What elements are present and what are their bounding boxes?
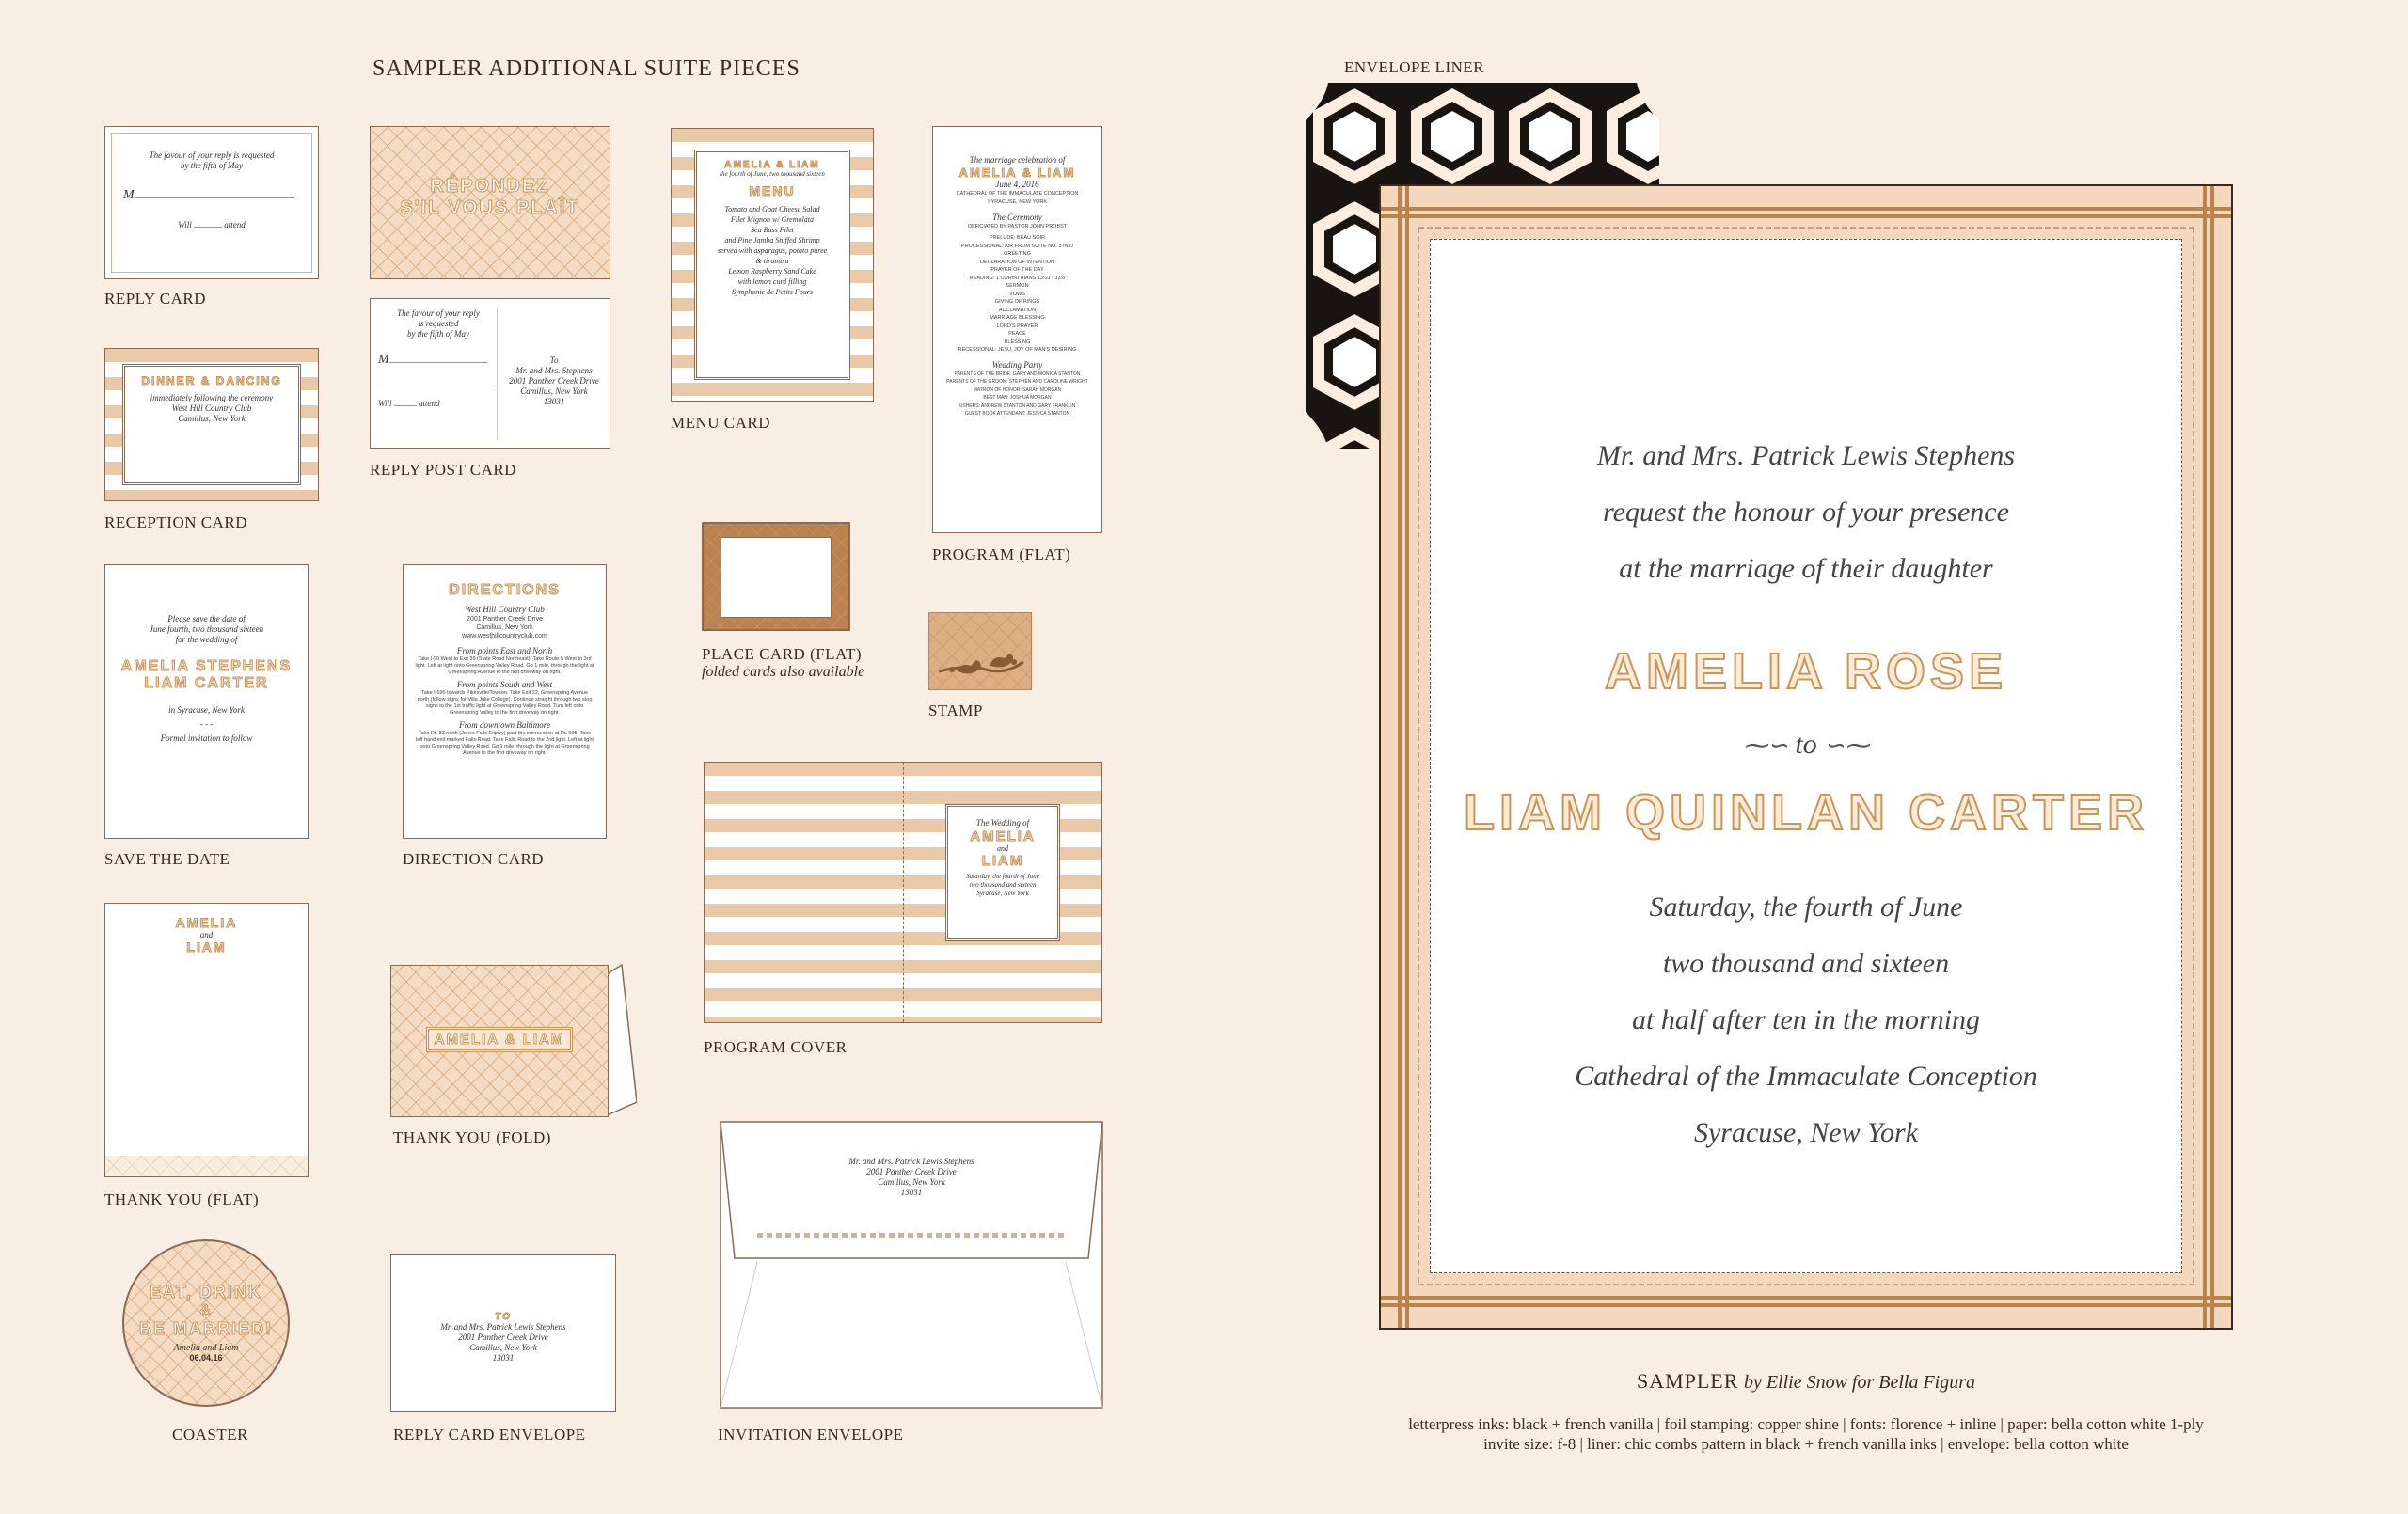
rce-addr2: 2001 Panther Creek Drive [458, 1333, 548, 1342]
inv-line7: Cathedral of the Immaculate Conception [1575, 1061, 2037, 1092]
reply-card-m: M [123, 188, 135, 202]
program-party-item: PARENTS OF THE GROOM: STEPHEN AND CAROLINE WRIGHT [946, 379, 1088, 385]
footer-specs1: letterpress inks: black + french vanilla | foil stamping: copper shine | fonts: florence + inline | paper: bella cotton white 1-ply [1408, 1415, 2204, 1433]
program-order-item: ACCLAMATION [998, 307, 1037, 313]
reply-card-will: Will [178, 220, 192, 229]
dir-p3: Take Rt. 83 north (Jones Falls Expwy) past the intersection at Rt. 695. Take left hand exit marked Falls Road. Take Falls Road to the 2nd light. Left at light onto Greenspring Valley Road. Go 1 mile, through the light at Greenspring Avenue to the first driveway on right. [416, 731, 594, 756]
rsvp-line1: RÉPONDEZ [430, 176, 550, 197]
program-cover-panel [945, 804, 1060, 941]
pf-ceremony-heading: The Ceremony [992, 213, 1042, 222]
program-party-item: GUEST BOOK ATTENDANT: JESSICA STANTON [964, 411, 1070, 417]
pf-date: June 4, 2016 [995, 180, 1039, 189]
menu-item: and Pine Jamba Stuffed Shrimp [724, 236, 820, 244]
reply-card-attend: attend [224, 220, 246, 229]
pc-line3: two thousand and sixteen [969, 881, 1037, 889]
birds-on-branch-icon [929, 613, 1031, 689]
menu-items-list [701, 204, 844, 297]
program-order-item: GIVING OF RINGS [994, 299, 1040, 305]
dir-venue: West Hill Country Club [465, 605, 545, 614]
place-card-label: PLACE CARD (FLAT) [702, 645, 863, 663]
tyf-border-pattern [105, 1156, 308, 1176]
thank-you-flat-card [104, 903, 309, 1177]
footer-title-row [1298, 1369, 2314, 1394]
menu-item: served with asparagus, potato puree [717, 246, 828, 255]
rsvp-line2: S'IL VOUS PLAÎT [400, 197, 580, 218]
inv-to: to [1795, 729, 1817, 760]
reply-card-line2: by the fifth of May [181, 161, 243, 170]
coaster-date: 06.04.16 [189, 1353, 223, 1363]
dir-heading: DIRECTIONS [449, 582, 561, 598]
reply-card-label: REPLY CARD [104, 290, 206, 308]
program-flat-card [932, 126, 1102, 533]
coaster-line1: EAT, DRINK [150, 1283, 262, 1301]
dir-web: www.westhillcountryclub.com [462, 633, 547, 639]
pc-line2: Saturday, the fourth of June [966, 873, 1039, 880]
program-order-item: RECESSIONAL: JESU, JOY OF MAN'S DESIRING [958, 347, 1077, 353]
std-line5: Formal invitation to follow [160, 733, 253, 743]
rpc-addr4: 13031 [543, 397, 565, 406]
reply-card-line1: The favour of your reply is requested [149, 150, 275, 160]
direction-card [403, 564, 607, 839]
menu-date: the fourth of June, two thousand sixteen [720, 170, 825, 178]
program-order-item: PEACE [1008, 331, 1026, 337]
pf-party-heading: Wedding Party [991, 359, 1043, 370]
program-cover [704, 762, 1102, 1023]
menu-names: AMELIA & LIAM [724, 160, 820, 170]
reply-post-card-label: REPLY POST CARD [370, 461, 517, 479]
menu-item: Symphonie de Petits Fours [732, 288, 813, 296]
std-dots: - - - [199, 719, 214, 729]
pf-intro: The marriage celebration of [969, 155, 1066, 165]
invitation-text-panel [1430, 239, 2182, 1273]
dir-h1: From points East and North [456, 646, 553, 655]
pf-officiant: OFFICIATED BY PASTOR JOHN PROBST [967, 224, 1068, 229]
inv-line1: Mr. and Mrs. Patrick Lewis Stephens [1596, 440, 2016, 471]
rce-addr1: Mr. and Mrs. Patrick Lewis Stephens [440, 1322, 566, 1332]
program-order-item: SERMON [1006, 283, 1029, 289]
std-line2: June fourth, two thousand sixteen [149, 624, 264, 634]
program-order-item: PROCESSIONAL: AIR FROM SUITE NO. 3 IN D [960, 243, 1074, 249]
ie-addr1: Mr. and Mrs. Patrick Lewis Stephens [848, 1157, 974, 1166]
std-name2: LIAM CARTER [144, 675, 269, 691]
ie-addr3: Camillus, New York [878, 1177, 945, 1187]
inv-groom: LIAM QUINLAN CARTER [1464, 784, 2148, 841]
program-party-item: BEST MAN: JOSHUA MORGAN [983, 395, 1052, 401]
footer-title: SAMPLER [1636, 1369, 1739, 1393]
tyf-name1: AMELIA [175, 915, 238, 930]
footer-by: by Ellie Snow for Bella Figura [1743, 1372, 1976, 1393]
reception-line1: immediately following the ceremony [150, 393, 274, 402]
dir-addr1: 2001 Panther Creek Drive [467, 616, 543, 623]
reception-line2: West Hill Country Club [171, 403, 252, 413]
rpc-attend: attend [419, 399, 440, 408]
program-order-item: MARRIAGE BLESSING [990, 315, 1045, 321]
std-line4: in Syracuse, New York [168, 705, 245, 715]
program-flat-label: PROGRAM (FLAT) [932, 545, 1071, 563]
pf-names: AMELIA & LIAM [958, 166, 1076, 180]
rpc-line3: by the fifth of May [407, 329, 469, 339]
coaster-names: Amelia and Liam [173, 1343, 239, 1353]
pc-line1: The Wedding of [975, 818, 1030, 828]
program-order-item: DECLARATION OF INTENTION [979, 259, 1055, 265]
reception-line3: Camillus, New York [178, 414, 246, 423]
coaster-label: COASTER [172, 1426, 248, 1443]
dir-h3: From downtown Baltimore [459, 720, 550, 730]
inv-to-row [1431, 729, 2181, 761]
rsvp-card [370, 126, 610, 279]
inv-line3: at the marriage of their daughter [1619, 553, 1993, 584]
menu-card [671, 128, 874, 402]
ie-addr2: 2001 Panther Creek Drive [866, 1167, 957, 1176]
std-name1: AMELIA STEPHENS [120, 658, 293, 674]
rpc-to: To [549, 355, 559, 365]
reply-card [104, 126, 319, 279]
program-cover-fold [903, 763, 904, 1022]
reply-post-card [370, 298, 610, 449]
rpc-line1: The favour of your reply [397, 308, 480, 318]
inv-line6: at half after ten in the morning [1632, 1004, 1980, 1035]
pc-and: and [997, 844, 1008, 853]
program-order-list [939, 234, 1096, 355]
flourish-right-icon: ∽⁓ [1824, 732, 1869, 759]
place-card-center [721, 537, 832, 618]
thank-you-fold-label: THANK YOU (FOLD) [393, 1128, 551, 1146]
save-the-date-card [104, 564, 309, 839]
dir-p1: Take I-90 West to Exit 39 (State Road Northeast). Take Route 5 West to 3rd light. Left at light onto Greenspring Valley Road. Go 1 mile, through the light at Greenspring Avenue to the first driveway on right. [415, 656, 594, 675]
place-card [702, 522, 850, 631]
rce-to: TO [495, 1312, 512, 1322]
program-order-item: READING: 1 CORINTHIANS 13:01 - 13:8 [969, 275, 1066, 281]
rce-addr3: Camillus, New York [469, 1343, 537, 1352]
page-title: SAMPLER ADDITIONAL SUITE PIECES [372, 56, 800, 81]
stamp-label: STAMP [928, 702, 983, 719]
menu-item: Tomato and Goat Cheese Salad [724, 205, 820, 213]
reception-card-label: RECEPTION CARD [104, 513, 247, 531]
program-order-item: PRAYER OF THE DAY [990, 267, 1044, 273]
flourish-left-icon: ⁓∽ [1743, 732, 1788, 759]
program-cover-label: PROGRAM COVER [704, 1038, 848, 1056]
menu-item: & tiramisu [755, 257, 789, 265]
menu-heading: MENU [749, 183, 796, 198]
tyf-name2: LIAM [186, 939, 227, 954]
menu-item: with lemon curd filling [737, 277, 807, 286]
rpc-will: Will [378, 399, 392, 408]
rpc-addr1: Mr. and Mrs. Stephens [515, 366, 593, 375]
std-line1: Please save the date of [167, 614, 246, 623]
inv-line8: Syracuse, New York [1693, 1117, 1919, 1148]
invitation-card [1379, 184, 2233, 1330]
save-the-date-label: SAVE THE DATE [104, 850, 230, 868]
rce-addr4: 13031 [492, 1353, 515, 1363]
pc-line4: Syracuse, New York [976, 890, 1029, 897]
rpc-m: M [378, 353, 389, 367]
inv-line4: Saturday, the fourth of June [1649, 891, 1963, 923]
pf-place1: CATHEDRAL OF THE IMMACULATE CONCEPTION [956, 191, 1079, 197]
inv-line5: two thousand and sixteen [1662, 948, 1950, 979]
pf-place2: SYRACUSE, NEW YORK [987, 199, 1048, 205]
direction-card-label: DIRECTION CARD [403, 850, 545, 868]
program-order-item: BLESSING [1004, 339, 1031, 345]
program-party-item: USHERS: ANDREW STANTON AND GARY FRANKLIN [958, 402, 1076, 409]
pc-name2: LIAM [981, 853, 1024, 869]
program-party-item: PARENTS OF THE BRIDE: GARY AND MONICA STANTON [954, 371, 1081, 377]
program-party-list [939, 371, 1096, 418]
thank-you-fold-front [390, 965, 609, 1117]
reception-card [104, 348, 319, 501]
reply-card-envelope-label: REPLY CARD ENVELOPE [393, 1426, 586, 1443]
pc-name1: AMELIA [970, 828, 1036, 844]
ie-addr4: 13031 [900, 1188, 923, 1197]
std-line3: for the wedding of [175, 635, 238, 644]
program-order-item: VOWS [1009, 291, 1025, 297]
envelope-liner-label: ENVELOPE LINER [1344, 58, 1485, 76]
thank-you-flat-label: THANK YOU (FLAT) [104, 1191, 260, 1208]
rpc-divider [497, 307, 498, 440]
reception-heading: DINNER & DANCING [141, 374, 282, 387]
dir-h2: From points South and West [456, 680, 553, 689]
dir-addr2: Camillus, New York [476, 624, 533, 631]
reply-card-envelope [390, 1254, 616, 1412]
program-party-item: MATRON OF HONOR: SARAH MORGAN [973, 386, 1062, 393]
stamp [928, 612, 1032, 690]
inv-line2: request the honour of your presence [1603, 497, 2009, 528]
invitation-envelope-label: INVITATION ENVELOPE [718, 1426, 904, 1443]
menu-card-label: MENU CARD [671, 414, 771, 432]
coaster-amp: & [199, 1302, 213, 1318]
menu-item: Sea Bass Filet [751, 226, 794, 234]
coaster-line2: BE MARRIED! [139, 1319, 273, 1338]
tyf-and: and [199, 930, 214, 939]
inv-bride: AMELIA ROSE [1604, 643, 2008, 700]
place-card-note: folded cards also available [702, 664, 865, 680]
program-order-item: PRELUDE: BEAU SOIR [990, 235, 1045, 241]
program-order-item: LORD'S PRAYER [996, 323, 1038, 329]
dir-p2: Take I-695 towards Pikesville/Towson. Take Exit 22, Greenspring Avenue north (follow signs for Villa Julie College). Continue straight through two stop signs to the 1st traffic light at Greenspring Valley Road. Turn left onto Greenspring Valley to the first driveway on right. [417, 690, 593, 716]
menu-item: Filet Mignon w/ Gremolata [731, 215, 814, 224]
rpc-addr3: Camillus, New York [520, 386, 588, 396]
rpc-line2: is requested [418, 319, 459, 328]
program-order-item: GREETING [1004, 251, 1031, 257]
tyfold-names: AMELIA & LIAM [426, 1027, 574, 1052]
menu-item: Lemon Raspberry Sand Cake [728, 267, 816, 276]
coaster [122, 1239, 290, 1407]
rpc-addr2: 2001 Panther Creek Drive [509, 376, 599, 386]
footer-specs2: invite size: f-8 | liner: chic combs pattern in black + french vanilla inks | envelope: bella cotton white [1483, 1435, 2129, 1453]
